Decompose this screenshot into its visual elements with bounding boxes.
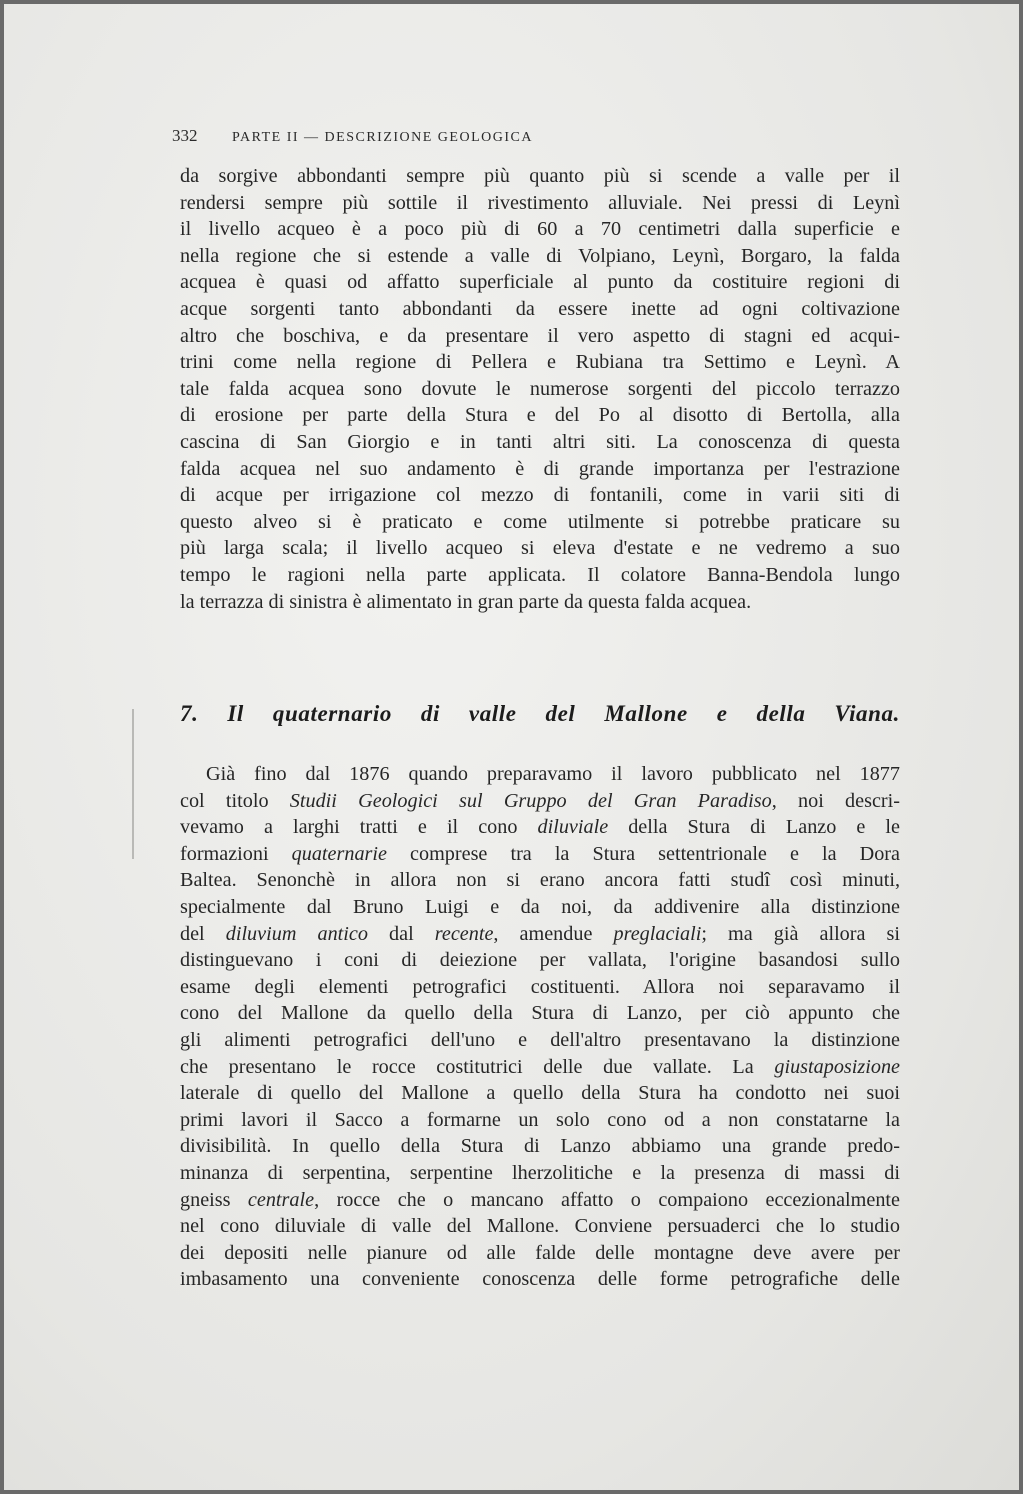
text-line: il livello acqueo è a poco più di 60 a 70 centimetri dalla superficie e	[180, 218, 900, 241]
text-line: altro che boschiva, e da presentare il vero aspetto di stagni ed acqui-	[180, 324, 900, 347]
text-line: minanza di serpentina, serpentine lherzolitiche e la presenza di massi di	[180, 1161, 900, 1184]
text-line	[180, 814, 900, 841]
italic-term: diluviale	[537, 816, 609, 839]
paragraph-2	[180, 761, 900, 1293]
text-run: che presentano le rocce costitutrici delle due vallate. La	[180, 1055, 775, 1078]
text-line: dei depositi nelle pianure od alle falde delle montagne deve avere per	[180, 1241, 900, 1264]
text-line: tale falda acquea sono dovute le numerose sorgenti del piccolo terrazzo	[180, 377, 900, 400]
text-run: del	[180, 922, 226, 945]
text-line: Baltea. Senonchè in allora non si erano ancora fatti studî così minuti,	[180, 869, 900, 892]
text-run: della Stura di Lanzo e le	[608, 816, 901, 839]
text-line: questo alveo si è praticato e come utilmente si potrebbe praticare su	[180, 510, 900, 533]
paragraph-1	[180, 163, 900, 615]
text-line: falda acquea nel suo andamento è di grande importanza per l'estrazione	[180, 457, 900, 480]
text-line: la terrazza di sinistra è alimentato in gran parte da questa falda acquea.	[180, 590, 752, 613]
text-line	[180, 788, 900, 815]
running-title: PARTE II — DESCRIZIONE GEOLOGICA	[232, 130, 533, 145]
text-run: ; ma già allora si	[701, 922, 901, 945]
text-line: acquea è quasi od affatto superficiale al punto da costituire regioni di	[180, 271, 900, 294]
scanned-page	[4, 4, 1019, 1490]
italic-term: centrale	[247, 1188, 315, 1211]
text-line: da sorgive abbondanti sempre più quanto più si scende a valle per il	[180, 165, 900, 187]
text-run: formazioni	[180, 842, 292, 865]
italic-term: recente	[434, 922, 494, 945]
italic-term: giustaposizione	[774, 1055, 900, 1078]
italic-term: diluvium antico	[225, 922, 368, 945]
italic-term: preglaciali	[613, 922, 702, 945]
text-line: più larga scala; il livello acqueo si eleva d'estate e ne vedremo a suo	[180, 537, 900, 560]
text-line	[180, 841, 900, 868]
text-line	[180, 921, 900, 948]
text-line: cascina di San Giorgio e in tanti altri siti. La conoscenza di questa	[180, 430, 900, 453]
text-line: trini come nella regione di Pellera e Rubiana tra Settimo e Leynì. A	[180, 351, 900, 374]
text-line: esame degli elementi petrografici costituenti. Allora noi separavamo il	[180, 975, 900, 998]
text-line: nel cono diluviale di valle del Mallone. Conviene persuaderci che lo studio	[180, 1215, 900, 1238]
text-line: acque sorgenti tanto abbondanti da essere inette ad ogni coltivazione	[180, 297, 900, 320]
section-heading: 7. Il quaternario di valle del Mallone e della Viana.	[180, 701, 900, 726]
text-run: col titolo	[180, 789, 290, 812]
text-line: Già fino dal 1876 quando preparavamo il lavoro pubblicato nel 1877	[206, 763, 900, 785]
running-head	[172, 126, 732, 146]
text-run: , amendue	[493, 922, 614, 945]
text-run: comprese tra la Stura settentrionale e la Dora	[386, 842, 900, 865]
italic-term: quaternarie	[291, 842, 387, 865]
text-line: gli alimenti petrografici dell'uno e dell'altro presentavano la distinzione	[180, 1028, 900, 1051]
margin-pencil-mark	[132, 709, 134, 859]
italic-title: Studii Geologici sul Gruppo del Gran Paradiso	[289, 789, 772, 812]
text-line: nella regione che si estende a valle di Volpiano, Leynì, Borgaro, la falda	[180, 244, 900, 267]
text-line: distinguevano i coni di deiezione per vallata, l'origine basandosi sullo	[180, 949, 900, 972]
text-run: vevamo a larghi tratti e il cono	[180, 816, 538, 839]
text-run: , rocce che o mancano affatto o compaiono eccezionalmente	[314, 1188, 900, 1211]
text-run: dal	[367, 922, 435, 945]
text-line: primi lavori il Sacco a formarne un solo cono od a non constatarne la	[180, 1108, 900, 1131]
text-line: laterale di quello del Mallone a quello della Stura ha condotto nei suoi	[180, 1082, 900, 1105]
text-line: imbasamento una conveniente conoscenza delle forme petrografiche delle	[180, 1268, 900, 1291]
text-run: , noi descri-	[771, 789, 900, 812]
text-line: tempo le ragioni nella parte applicata. Il colatore Banna-Bendola lungo	[180, 563, 900, 586]
text-line: divisibilità. In quello della Stura di Lanzo abbiamo una grande predo-	[180, 1135, 900, 1158]
text-line	[180, 1054, 900, 1081]
page-number: 332	[172, 126, 198, 145]
text-run: gneiss	[180, 1188, 248, 1211]
text-line: specialmente dal Bruno Luigi e da noi, da addivenire alla distinzione	[180, 895, 900, 918]
text-line	[180, 1187, 900, 1214]
text-line: di erosione per parte della Stura e del Po al disotto di Bertolla, alla	[180, 404, 900, 427]
text-line: di acque per irrigazione col mezzo di fontanili, come in varii siti di	[180, 484, 900, 507]
text-line: rendersi sempre più sottile il rivestimento alluviale. Nei pressi di Leynì	[180, 191, 900, 214]
text-line: cono del Mallone da quello della Stura di Lanzo, per ciò appunto che	[180, 1002, 900, 1025]
